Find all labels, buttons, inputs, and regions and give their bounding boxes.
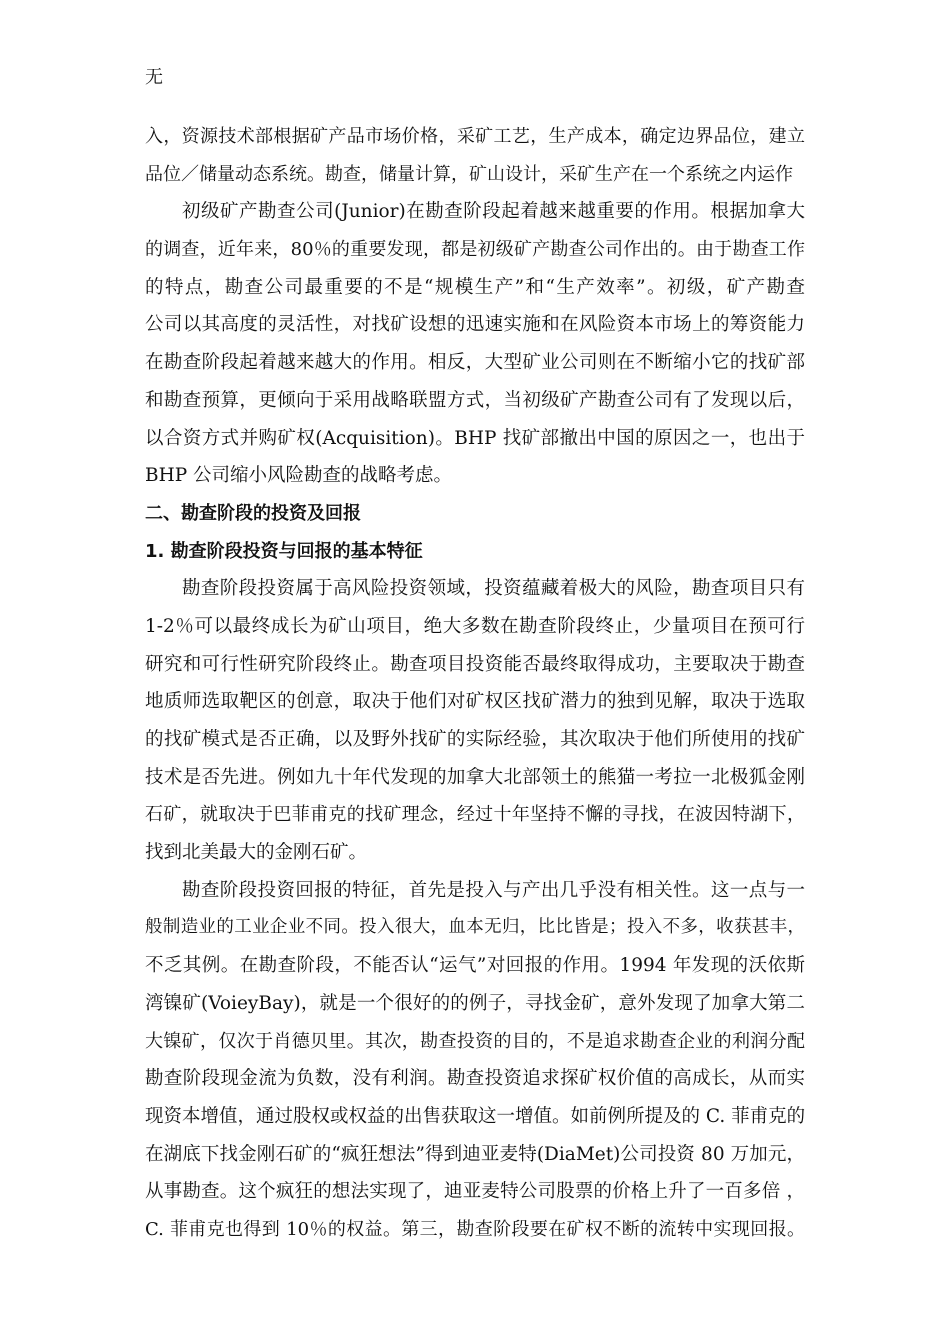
paragraph-line: 的找矿模式是否正确，以及野外找矿的实际经验，其次取决于他们所使用的找矿 [145, 729, 805, 750]
paragraph-line: 公司以其高度的灵活性，对找矿设想的迅速实施和在风险资本市场上的筹资能力 [145, 314, 805, 336]
paragraph-line: 从事勘查。这个疯狂的想法实现了，迪亚麦特公司股票的价格上升了一百多倍 ， [145, 1181, 805, 1203]
paragraph-last-line: BHP 公司缩小风险勘查的战略考虑。 [145, 465, 453, 487]
paragraph-line: 研究和可行性研究阶段终止。勘查项目投资能否最终取得成功，主要取决于勘查 [145, 653, 805, 675]
paragraph-line: 的特点，勘查公司最重要的不是“规模生产”和“生产效率”。初级，矿产勘查 [145, 276, 805, 298]
paragraph-line: 和勘查预算，更倾向于采用战略联盟方式，当初级矿产勘查公司有了发现以后， [145, 389, 805, 411]
paragraph-line: 技术是否先进。例如九十年代发现的加拿大北部领土的熊猫一考拉一北极狐金刚 [145, 766, 805, 788]
paragraph-first-line: 勘查阶段投资属于高风险投资领域，投资蕴藏着极大的风险，勘查项目只有 [182, 578, 805, 600]
paragraph-line: 在湖底下找金刚石矿的“疯狂想法”得到迪亚麦特(DiaMet)公司投资 80 万加元， [145, 1143, 805, 1165]
paragraph-line: 现资本增值，通过股权或权益的出售获取这一增值。如前例所提及的 C. 菲甫克的 [145, 1105, 806, 1127]
document-body [145, 118, 805, 1249]
paragraph-line: 在勘查阶段起着越来越大的作用。相反，大型矿业公司则在不断缩小它的找矿部 [145, 352, 805, 374]
paragraph-line: 入，资源技术部根据矿产品市场价格，采矿工艺，生产成本，确定边界品位，建立 [145, 126, 805, 147]
paragraph-line: 般制造业的工业企业不同。投入很大，血本无归，比比皆是；投入不多，收获甚丰， [145, 917, 805, 938]
paragraph-line: C. 菲甫克也得到 10％的权益。第三，勘查阶段要在矿权不断的流转中实现回报。 [145, 1218, 805, 1240]
paragraph-line: 不乏其例。在勘查阶段，不能否认“运气”对回报的作用。1994 年发现的沃依斯 [145, 955, 805, 977]
paragraph-line: 的调查，近年来，80％的重要发现，都是初级矿产勘查公司作出的。由于勘查工作 [145, 239, 805, 261]
paragraph-line: 石矿，就取决于巴菲甫克的找矿理念，经过十年坚持不懈的寻找，在波因特湖下， [145, 804, 805, 826]
paragraph-last-line: 品位／储量动态系统。勘查，储量计算，矿山设计，采矿生产在一个系统之内运作 [145, 163, 793, 185]
paragraph-line: 地质师选取靶区的创意，取决于他们对矿权区找矿潜力的独到见解，取决于选取 [145, 691, 805, 713]
paragraph-line: 1-2％可以最终成长为矿山项目，绝大多数在勘查阶段终止，少量项目在预可行 [145, 615, 805, 637]
paragraph-first-line: 勘查阶段投资回报的特征，首先是投入与产出几乎没有相关性。这一点与一 [182, 879, 805, 901]
page-header: 无 [145, 67, 163, 88]
paragraph-first-line: 初级矿产勘查公司(Junior)在勘查阶段起着越来越重要的作用。根据加拿大 [182, 201, 805, 223]
paragraph-line: 湾镍矿(VoieyBay)，就是一个很好的的例子，寻找金矿，意外发现了加拿大第二 [145, 992, 805, 1014]
section-heading: 二、勘查阶段的投资及回报 [145, 502, 361, 524]
paragraph-last-line: 找到北美最大的金刚石矿。 [145, 842, 368, 864]
paragraph-line: 大镍矿，仅次于肖德贝里。其次，勘查投资的目的，不是追求勘查企业的利润分配 [145, 1030, 805, 1052]
section-heading: 1. 勘查阶段投资与回报的基本特征 [145, 540, 423, 562]
paragraph-line: 勘查阶段现金流为负数，没有利润。勘查投资追求探矿权价值的高成长，从而实 [145, 1068, 805, 1090]
paragraph-line: 以合资方式并购矿权(Acquisition)。BHP 找矿部撤出中国的原因之一，也出于 [145, 427, 805, 449]
